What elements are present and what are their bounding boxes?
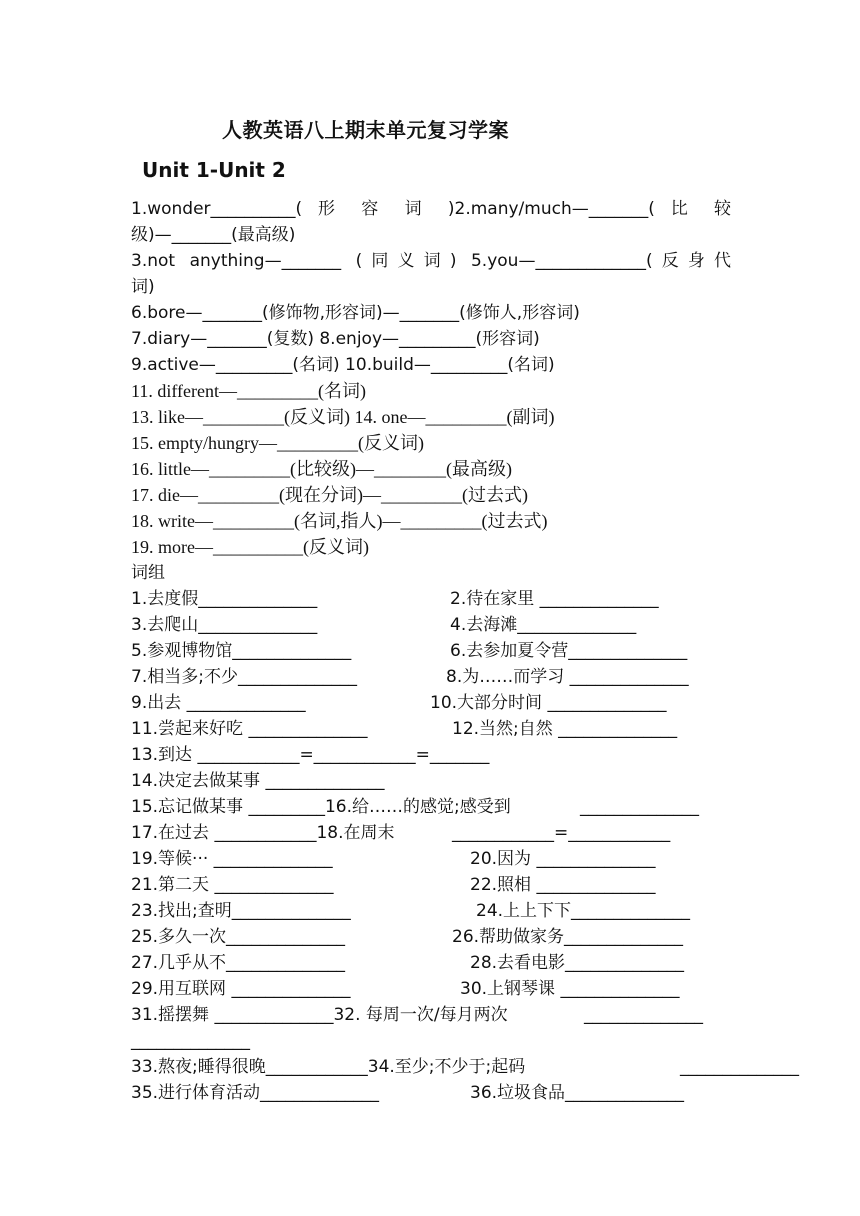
phrase-item-right: 20.因为 ______________: [470, 849, 656, 869]
phrase-item-left: 11.尝起来好吃 ______________: [131, 719, 368, 739]
phrase-item-left: 27.几乎从不______________: [131, 953, 346, 973]
phrase-item-right: 4.去海滩______________: [450, 615, 637, 635]
phrase-item-right: ______________: [680, 1057, 799, 1077]
phrase-item-left: 5.参观博物馆______________: [131, 641, 352, 661]
unit-heading: Unit 1-Unit 2: [142, 158, 286, 182]
phrase-item-left: 9.出去 ______________: [131, 693, 306, 713]
phrase-item-right: ____________=____________: [452, 823, 671, 843]
word-exercise-line: 18. write—_________(名词,指人)—_________(过去式): [131, 511, 548, 531]
phrase-item-right: 24.上上下下______________: [476, 901, 691, 921]
word-exercise-line: 15. empty/hungry—_________(反义词): [131, 433, 424, 453]
phrase-item-left: 17.在过去 ____________18.在周末: [131, 823, 395, 843]
word-exercise-line: 9.active—_________(名词) 10.build—_________(名词): [131, 355, 555, 375]
phrase-item-right: ______________: [580, 797, 699, 817]
phrase-item-left: 25.多久一次______________: [131, 927, 346, 947]
phrase-item-left: 3.去爬山______________: [131, 615, 318, 635]
phrase-item-left: 19.等候··· ______________: [131, 849, 333, 869]
word-exercise-line: 11. different—_________(名词): [131, 381, 366, 401]
phrases-heading: 词组: [131, 563, 165, 583]
word-exercise-line: 6.bore—_______(修饰物,形容词)—_______(修饰人,形容词): [131, 303, 580, 323]
phrase-item-right: 30.上钢琴课 ______________: [460, 979, 680, 999]
word-exercise-line: 7.diary—_______(复数) 8.enjoy—_________(形容词): [131, 329, 540, 349]
phrase-item-right: 8.为……而学习 ______________: [446, 667, 689, 687]
phrase-item-right: 2.待在家里 ______________: [450, 589, 659, 609]
phrase-item-left: 7.相当多;不少______________: [131, 667, 357, 687]
phrase-item-left: 21.第二天 ______________: [131, 875, 334, 895]
phrase-item-right: ______________: [584, 1005, 703, 1025]
word-exercise-line: 1.wonder__________( 形 容 词 )2.many/much—_______( 比 较: [131, 199, 731, 219]
phrase-item-right: 36.垃圾食品______________: [470, 1083, 685, 1103]
word-exercise-line: 19. more—__________(反义词): [131, 537, 369, 557]
word-exercise-line: 13. like—_________(反义词) 14. one—_________(副词): [131, 407, 555, 427]
word-exercise-line: 词): [131, 277, 155, 297]
page-title: 人教英语八上期末单元复习学案: [222, 118, 509, 142]
phrase-item-left: 31.摇摆舞 ______________32. 每周一次/每月两次: [131, 1005, 508, 1025]
word-exercise-line: 17. die—_________(现在分词)—_________(过去式): [131, 485, 528, 505]
phrase-item-left: 33.熬夜;睡得很晚____________34.至少;不少于;起码: [131, 1057, 526, 1077]
word-exercise-line: 16. little—_________(比较级)—________(最高级): [131, 459, 512, 479]
phrase-row: 13.到达 ____________=____________=_______: [131, 745, 490, 765]
phrase-row: 14.决定去做某事 ______________: [131, 771, 385, 791]
phrase-item-right: 22.照相 ______________: [470, 875, 656, 895]
phrase-item-left: 29.用互联网 ______________: [131, 979, 351, 999]
phrase-item-left: 35.进行体育活动______________: [131, 1083, 380, 1103]
phrase-item-right: 10.大部分时间 ______________: [430, 693, 667, 713]
phrase-item-right: 6.去参加夏令营______________: [450, 641, 688, 661]
phrase-row: ______________: [131, 1031, 250, 1051]
phrase-item-left: 23.找出;查明______________: [131, 901, 351, 921]
word-exercise-line: 级)—_______(最高级): [131, 225, 296, 245]
phrase-item-left: 1.去度假______________: [131, 589, 318, 609]
phrase-item-right: 28.去看电影______________: [470, 953, 685, 973]
phrase-item-right: 12.当然;自然 ______________: [452, 719, 678, 739]
phrase-item-left: 15.忘记做某事 _________16.给……的感觉;感受到: [131, 797, 511, 817]
word-exercise-line: 3.not anything—_______ (同义词) 5.you—_____________(反身代: [131, 251, 731, 271]
phrase-item-right: 26.帮助做家务______________: [452, 927, 684, 947]
